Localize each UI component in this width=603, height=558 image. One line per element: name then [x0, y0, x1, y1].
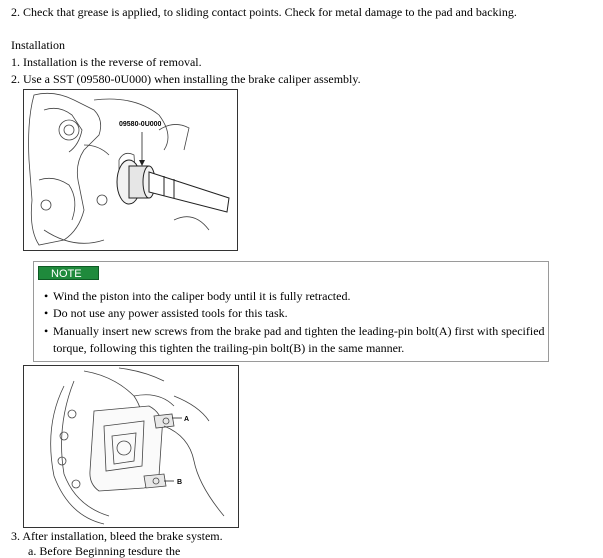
- note-label: NOTE: [38, 266, 99, 280]
- caliper-bolt-figure: [23, 365, 239, 528]
- bolt-a-label: A: [184, 416, 190, 423]
- sst-tool-illustration: [24, 90, 237, 250]
- sst-callout-label: 09580-0U000: [119, 121, 162, 128]
- note-item-3: • Manually insert new screws from the brake pad and tighten the leading-pin bolt(A) first with specified: [44, 324, 545, 338]
- note-item-3-continuation: torque, following this tighten the trailing-pin bolt(B) in the same manner.: [53, 341, 405, 355]
- note-item-3-text: Manually insert new screws from the brake pad and tighten the leading-pin bolt(A) first with specified: [53, 324, 545, 338]
- sst-tool-figure: [23, 89, 238, 251]
- note-item-2: • Do not use any power assisted tools for this task.: [44, 306, 288, 320]
- installation-step-1: 1. Installation is the reverse of removal.: [11, 55, 202, 69]
- cut-off-line: a. Before Beginning tesdure the: [28, 544, 181, 558]
- note-box: [33, 261, 549, 362]
- note-item-1-text: Wind the piston into the caliper body until it is fully retracted.: [53, 289, 351, 303]
- note-item-2-text: Do not use any power assisted tools for this task.: [53, 306, 288, 320]
- caliper-bolt-illustration: [24, 366, 238, 527]
- check-grease-step: 2. Check that grease is applied, to sliding contact points. Check for metal damage to the pad and backing.: [11, 5, 517, 19]
- installation-heading: Installation: [11, 38, 65, 52]
- bleed-brake-step: 3. After installation, bleed the brake system.: [11, 529, 223, 543]
- note-item-1: • Wind the piston into the caliper body until it is fully retracted.: [44, 289, 351, 303]
- installation-step-2: 2. Use a SST (09580-0U000) when installing the brake caliper assembly.: [11, 72, 361, 86]
- bolt-b-label: B: [177, 479, 183, 486]
